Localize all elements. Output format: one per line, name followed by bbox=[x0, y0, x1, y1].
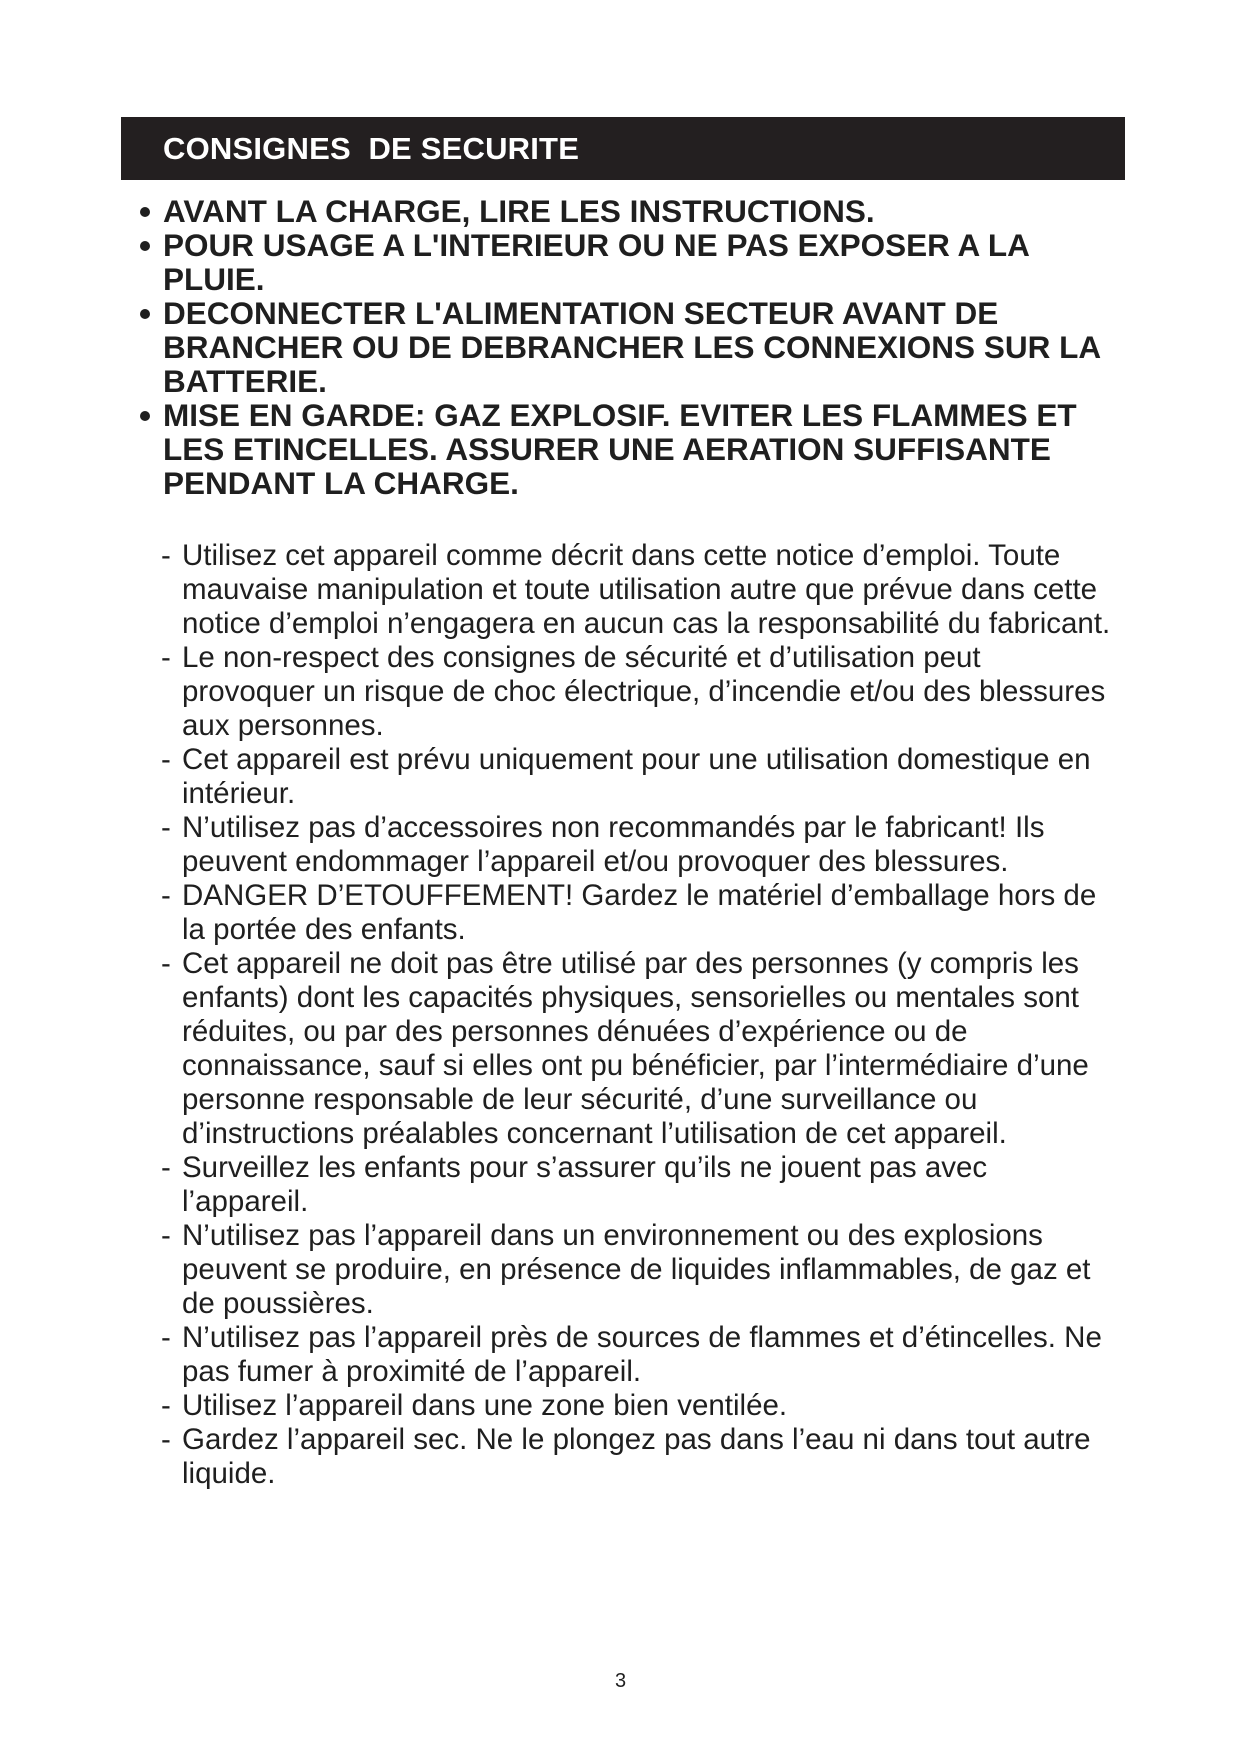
instruction-item bbox=[161, 947, 1111, 1151]
dash-marker: - bbox=[161, 641, 171, 674]
dash-marker: - bbox=[161, 879, 171, 912]
instruction-text: Cet appareil est prévu uniquement pour une utilisation domestique en intérieur. bbox=[182, 743, 1091, 810]
warning-list bbox=[163, 194, 1103, 500]
warning-item bbox=[163, 194, 1103, 228]
instruction-text: N’utilisez pas l’appareil près de sources de flammes et d’étincelles. Ne pas fumer à proximité de l’appareil. bbox=[182, 1321, 1102, 1388]
warning-text: AVANT LA CHARGE, LIRE LES INSTRUCTIONS. bbox=[163, 193, 875, 229]
instruction-item bbox=[161, 811, 1111, 879]
instruction-item bbox=[161, 1423, 1111, 1491]
dash-marker: - bbox=[161, 811, 171, 844]
instruction-text: DANGER D’ETOUFFEMENT! Gardez le matériel d’emballage hors de la portée des enfants. bbox=[182, 879, 1097, 946]
instruction-text: Utilisez l’appareil dans une zone bien ventilée. bbox=[182, 1389, 788, 1422]
instruction-item bbox=[161, 539, 1111, 641]
dash-marker: - bbox=[161, 539, 171, 572]
dash-marker: - bbox=[161, 1389, 171, 1422]
instruction-item bbox=[161, 1151, 1111, 1219]
instruction-text: Utilisez cet appareil comme décrit dans cette notice d’emploi. Toute mauvaise manipulation et toute utilisation autre que prévue dans cette notice d’emploi n’engagera en aucun cas la responsabilité du fabricant. bbox=[182, 539, 1111, 640]
warning-item bbox=[163, 398, 1103, 500]
page-number: 3 bbox=[614, 1670, 627, 1692]
instruction-item bbox=[161, 1219, 1111, 1321]
section-title: CONSIGNES DE SECURITE bbox=[163, 130, 580, 166]
instruction-item bbox=[161, 879, 1111, 947]
dash-marker: - bbox=[161, 1151, 171, 1184]
instruction-item bbox=[161, 1389, 1111, 1423]
warning-item bbox=[163, 228, 1103, 296]
warning-text: MISE EN GARDE: GAZ EXPLOSIF. EVITER LES FLAMMES ET LES ETINCELLES. ASSURER UNE AERATION SUFFISANTE PENDANT LA CHARGE. bbox=[163, 397, 1077, 501]
instruction-text: Surveillez les enfants pour s’assurer qu’ils ne jouent pas avec l’appareil. bbox=[182, 1151, 988, 1218]
instruction-list bbox=[161, 539, 1111, 1491]
warning-text: DECONNECTER L'ALIMENTATION SECTEUR AVANT DE BRANCHER OU DE DEBRANCHER LES CONNEXIONS SUR LA BATTERIE. bbox=[163, 295, 1100, 399]
bullet-icon bbox=[140, 207, 150, 217]
instruction-text: Le non-respect des consignes de sécurité et d’utilisation peut provoquer un risque de choc électrique, d’incendie et/ou des blessures aux personnes. bbox=[182, 641, 1106, 742]
instruction-item bbox=[161, 641, 1111, 743]
dash-marker: - bbox=[161, 1219, 171, 1252]
warning-item bbox=[163, 296, 1103, 398]
dash-marker: - bbox=[161, 1321, 171, 1354]
dash-marker: - bbox=[161, 743, 171, 776]
instruction-item bbox=[161, 1321, 1111, 1389]
instruction-text: N’utilisez pas d’accessoires non recommandés par le fabricant! Ils peuvent endommager l’appareil et/ou provoquer des blessures. bbox=[182, 811, 1045, 878]
warning-text: POUR USAGE A L'INTERIEUR OU NE PAS EXPOSER A LA PLUIE. bbox=[163, 227, 1029, 297]
section-header bbox=[121, 117, 1125, 180]
instruction-text: Cet appareil ne doit pas être utilisé par des personnes (y compris les enfants) dont les capacités physiques, sensorielles ou mentales sont réduites, ou par des personnes dénuées d’expérience ou de connaissance, sauf si elles ont pu bénéficier, par l’intermédiaire d’une personne responsable de leur sécurité, d’une surveillance ou d’instructions préalables concernant l’utilisation de cet appareil. bbox=[182, 947, 1089, 1150]
instruction-text: Gardez l’appareil sec. Ne le plongez pas dans l’eau ni dans tout autre liquide. bbox=[182, 1423, 1091, 1490]
bullet-icon bbox=[140, 411, 150, 421]
instruction-text: N’utilisez pas l’appareil dans un environnement ou des explosions peuvent se produire, en présence de liquides inflammables, de gaz et de poussières. bbox=[182, 1219, 1091, 1320]
dash-marker: - bbox=[161, 947, 171, 980]
bullet-icon bbox=[140, 241, 150, 251]
dash-marker: - bbox=[161, 1423, 171, 1456]
bullet-icon bbox=[140, 309, 150, 319]
instruction-item bbox=[161, 743, 1111, 811]
